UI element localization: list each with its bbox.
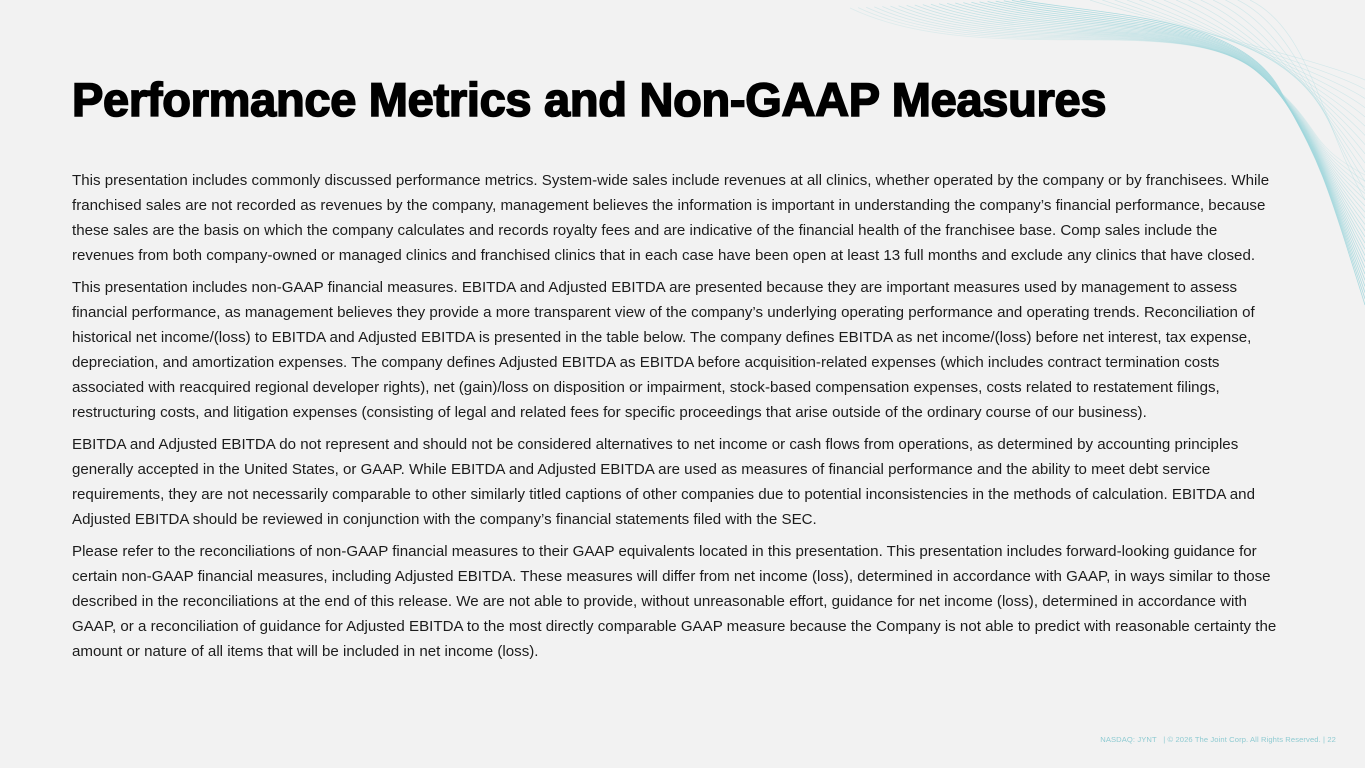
wave-line [1188, 0, 1365, 154]
footer-ticker: NASDAQ: JYNT [1100, 735, 1157, 744]
slide-footer [1100, 735, 1336, 744]
wave-line [1213, 0, 1365, 172]
wave-line [1115, 0, 1365, 98]
wave-line [1127, 0, 1365, 108]
wave-line [1152, 0, 1365, 126]
footer-separator: | [1163, 735, 1166, 744]
wave-line [1176, 0, 1365, 145]
footer-separator-2: | [1323, 735, 1326, 744]
slide-title: Performance Metrics and Non-GAAP Measures [72, 73, 1107, 126]
paragraph-performance-metrics: This presentation includes commonly discussed performance metrics. System-wide sales include revenues at all clinics, whether operated by the company or by franchisees. While franchised sales are not recorded as revenues by the company, management believes the information is important in understanding the company’s financial performance, because these sales are the basis on which the company calculates and records royalty fees and are indicative of the financial health of the franchisee base. Comp sales include the revenues from both company-owned or managed clinics and franchised clinics that in each case have been open at least 13 full months and exclude any clinics that have closed. [72, 172, 1270, 264]
page-number: 22 [1327, 735, 1336, 744]
paragraph-non-gaap-measures: This presentation includes non-GAAP financial measures. EBITDA and Adjusted EBITDA are presented because they are important measures used by management to assess financial performance, as management believes they provide a more transparent view of the company’s underlying operating performance and operating trends. Reconciliation of historical net income/(loss) to EBITDA and Adjusted EBITDA is presented in the table below. The company defines EBITDA as net income/(loss) before net interest, tax expense, depreciation, and amortization expenses. The company defines Adjusted EBITDA as EBITDA before acquisition-related expenses (which includes contract termination costs associated with reacquired regional developer rights), net (gain)/loss on disposition or impairment, stock-based compensation expenses, costs related to restatement filings, restructuring costs, and litigation expenses (consisting of legal and related fees for specific proceedings that arise outside of the ordinary course of our business). [72, 279, 1255, 421]
wave-line [1164, 0, 1365, 135]
wave-line [1225, 0, 1365, 182]
wave-line [1102, 0, 1365, 89]
wave-line [1090, 0, 1365, 80]
body-text [72, 168, 1282, 671]
wave-line [1139, 0, 1365, 117]
paragraph-ebitda-disclaimer: EBITDA and Adjusted EBITDA do not represent and should not be considered alternatives to net income or cash flows from operations, as determined by accounting principles generally accepted in the United States, or GAAP. While EBITDA and Adjusted EBITDA are used as measures of financial performance and the ability to meet debt service requirements, they are not necessarily comparable to other similarly titled captions of other companies due to potential inconsistencies in the methods of calculation. EBITDA and Adjusted EBITDA should be reviewed in conjunction with the company’s financial statements filed with the SEC. [72, 436, 1255, 528]
wave-line [1201, 0, 1365, 163]
paragraph-reconciliation-guidance: Please refer to the reconciliations of non-GAAP financial measures to their GAAP equivalents located in this presentation. This presentation includes forward-looking guidance for certain non-GAAP financial measures, including Adjusted EBITDA. These measures will differ from net income (loss), determined in accordance with GAAP, in ways similar to those described in the reconciliations at the end of this release. We are not able to provide, without unreasonable effort, guidance for net income (loss), determined in accordance with GAAP, or a reconciliation of guidance for Adjusted EBITDA to the most directly comparable GAAP measure because the Company is not able to predict with reasonable certainty the amount or nature of all items that will be included in net income (loss). [72, 543, 1277, 660]
wave-line [1238, 0, 1365, 191]
footer-copyright: © 2026 The Joint Corp. All Rights Reserved. [1167, 735, 1321, 744]
